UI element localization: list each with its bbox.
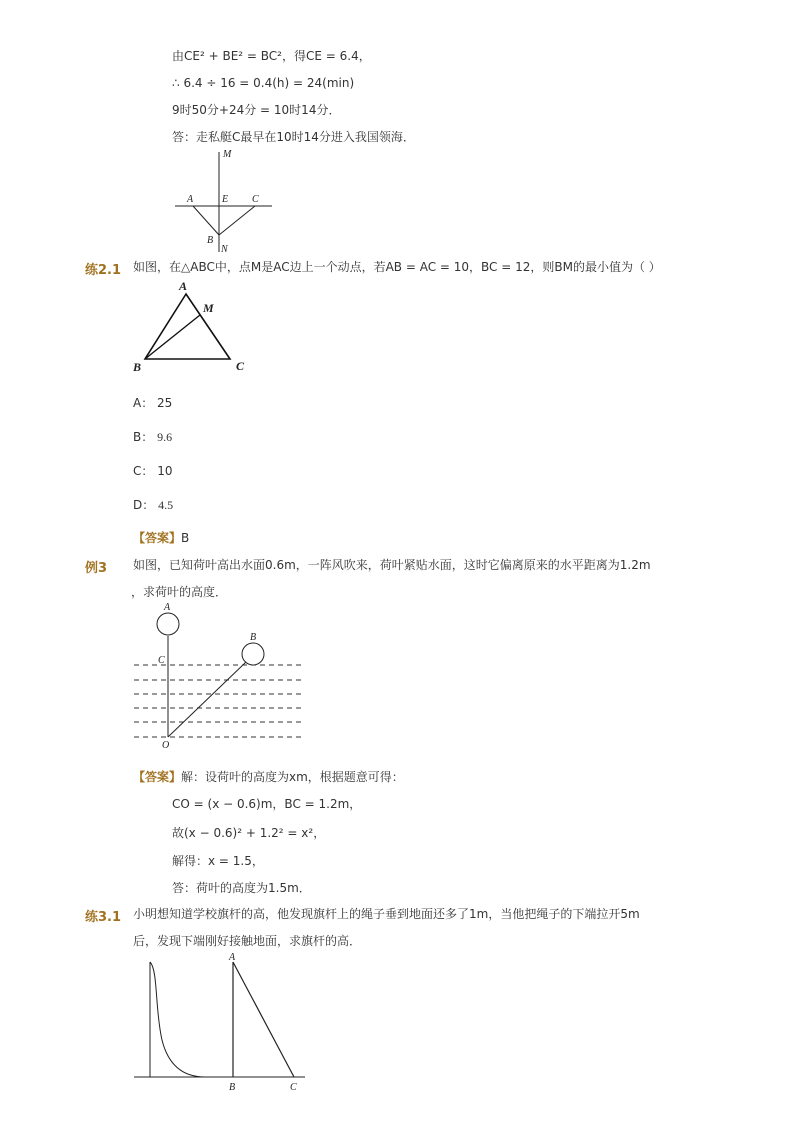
label-a: A bbox=[179, 279, 188, 293]
answer-intro-text: 解：设荷叶的高度为xm，根据题意可得： bbox=[181, 770, 404, 784]
label-b: B bbox=[250, 632, 257, 643]
rope-curve bbox=[150, 962, 205, 1077]
label-b: B bbox=[207, 235, 214, 246]
label-b: B bbox=[229, 1082, 236, 1093]
label-c: C bbox=[252, 194, 259, 205]
option-b-value: 9.6 bbox=[157, 430, 173, 444]
label-m: M bbox=[203, 301, 214, 315]
solution-line-3: 9时50分+24分 = 10时14分． bbox=[172, 103, 341, 117]
rope-ac bbox=[233, 962, 294, 1077]
example-3-question-line-1: 如图，已知荷叶高出水面0.6m，一阵风吹来，荷叶紧贴水面，这时它偏离原来的水平距离为1.2m bbox=[133, 558, 651, 572]
option-c-label: C： bbox=[133, 464, 154, 478]
answer-label: 【答案】 bbox=[133, 770, 182, 784]
option-b-label: B： bbox=[133, 430, 154, 444]
option-d-value: 4.5 bbox=[158, 498, 174, 512]
label-b: B bbox=[133, 360, 142, 374]
label-a: A bbox=[164, 602, 171, 613]
answer-value: B bbox=[181, 531, 190, 545]
label-n: N bbox=[221, 244, 228, 255]
solution-line-1: 由CE² + BE² = BC²，得CE = 6.4， bbox=[172, 49, 371, 63]
exercise-2-1-question: 如图，在△ABC中，点M是AC边上一个动点，若AB = AC = 10，BC = 12，则BM的最小值为（ ） bbox=[133, 260, 661, 274]
example-3-step-2: 故(x − 0.6)² + 1.2² = x²， bbox=[172, 826, 326, 840]
example-3-step-3: 解得：x = 1.5， bbox=[172, 854, 264, 868]
example-3-step-4: 答：荷叶的高度为1.5m． bbox=[172, 881, 311, 895]
label-a: A bbox=[229, 952, 236, 963]
label-m: M bbox=[223, 149, 232, 160]
answer-label: 【答案】 bbox=[133, 531, 182, 545]
exercise-3-1-question-line-2: 后，发现下端刚好接触地面，求旗杆的高． bbox=[133, 934, 362, 948]
label-a: A bbox=[187, 194, 194, 205]
label-c: C bbox=[290, 1082, 297, 1093]
solution-line-2: ∴ 6.4 ÷ 16 = 0.4(h) = 24(min) bbox=[172, 76, 355, 90]
example-tag-3: 例3 bbox=[85, 561, 108, 576]
solution-line-4: 答：走私艇C最早在10时14分进入我国领海． bbox=[172, 130, 415, 144]
example-3-step-1: CO = (x − 0.6)m，BC = 1.2m， bbox=[172, 797, 362, 811]
exercise-3-1-question-line-1: 小明想知道学校旗杆的高，他发现旗杆上的绳子垂到地面还多了1m，当他把绳子的下端拉开5m bbox=[133, 907, 640, 921]
exercise-tag-3-1: 练3.1 bbox=[85, 910, 122, 925]
label-c: C bbox=[158, 655, 165, 666]
option-a-value: 25 bbox=[157, 396, 173, 410]
option-d-label: D： bbox=[133, 498, 155, 512]
exercise-tag-2-1: 练2.1 bbox=[85, 263, 122, 278]
option-c-value: 10 bbox=[157, 464, 173, 478]
label-o: O bbox=[162, 740, 170, 751]
option-a-label: A： bbox=[133, 396, 154, 410]
example-3-question-line-2: ，求荷叶的高度． bbox=[131, 585, 228, 599]
label-e: E bbox=[222, 194, 229, 205]
label-c: C bbox=[236, 359, 245, 373]
